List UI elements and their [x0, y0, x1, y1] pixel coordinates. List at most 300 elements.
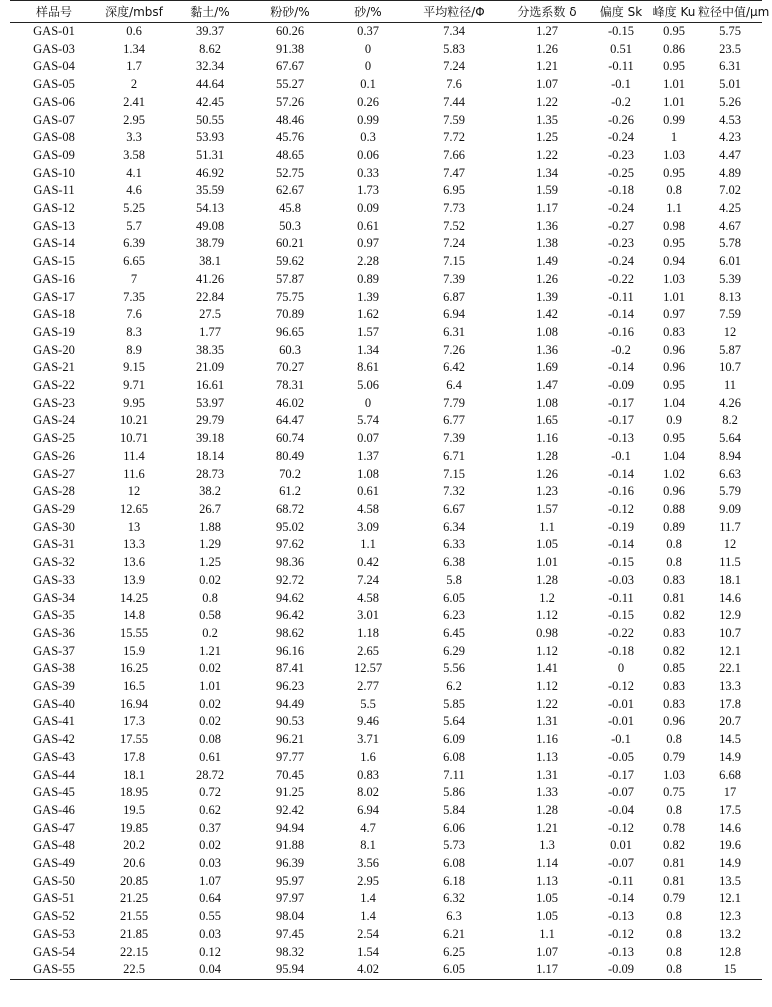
cell-sand: 0.07: [357, 431, 379, 446]
header-row: [10, 1, 762, 23]
cell-sand: 2.54: [357, 926, 379, 941]
cell-skewness: -0.15: [607, 24, 635, 38]
cell-mean-size: 5.73: [443, 838, 465, 853]
cell-median-size: 5.39: [719, 271, 741, 286]
cell-depth: 15.9: [123, 643, 145, 658]
cell-silt: 94.94: [275, 820, 305, 835]
cell-skewness: -0.22: [607, 271, 635, 286]
cell-kurtosis: 0.89: [663, 519, 685, 534]
cell-clay: 0.03: [199, 926, 221, 941]
cell-depth: 3.3: [126, 130, 142, 145]
cell-sorting: 1.14: [536, 856, 558, 871]
cell-sorting: 1.47: [536, 378, 558, 393]
cell-depth: 9.95: [123, 395, 145, 410]
cell-median-size: 20.7: [719, 714, 741, 729]
cell-depth: 0.6: [126, 24, 142, 38]
cell-skewness: -0.16: [607, 484, 635, 499]
cell-sand: 8.1: [360, 838, 376, 853]
cell-clay: 8.62: [199, 41, 221, 56]
cell-skewness: -0.25: [607, 165, 635, 180]
cell-sample-id: GAS-44: [33, 767, 75, 782]
cell-silt: 90.53: [275, 714, 305, 729]
cell-kurtosis: 0.96: [663, 360, 685, 375]
cell-mean-size: 7.15: [443, 466, 465, 481]
cell-sample-id: GAS-34: [33, 590, 75, 605]
cell-median-size: 5.01: [719, 77, 741, 92]
cell-skewness: -0.11: [608, 873, 634, 888]
cell-clay: 1.07: [199, 873, 221, 888]
cell-skewness: -0.12: [607, 820, 635, 835]
cell-kurtosis: 0.94: [663, 254, 685, 269]
cell-sand: 1.1: [360, 537, 376, 552]
cell-sand: 1.18: [357, 625, 379, 640]
cell-mean-size: 6.06: [443, 820, 465, 835]
cell-clay: 1.29: [199, 537, 221, 552]
cell-depth: 10.71: [119, 431, 149, 446]
cell-clay: 39.37: [195, 24, 225, 38]
cell-skewness: -0.22: [607, 625, 635, 640]
cell-skewness: -0.01: [607, 714, 635, 729]
cell-sand: 3.71: [357, 732, 379, 747]
cell-mean-size: 7.39: [443, 271, 465, 286]
cell-mean-size: 7.47: [443, 165, 465, 180]
cell-sample-id: GAS-29: [33, 501, 75, 516]
cell-sample-id: GAS-23: [33, 395, 75, 410]
cell-sand: 7.24: [357, 572, 379, 587]
cell-kurtosis: 0.8: [666, 926, 682, 941]
cell-depth: 16.94: [119, 696, 149, 711]
header-clay: 黏土/%: [170, 1, 250, 23]
cell-silt: 60.3: [279, 342, 301, 357]
cell-skewness: -0.18: [607, 643, 635, 658]
cell-depth: 5.25: [123, 201, 145, 216]
cell-depth: 16.5: [123, 679, 145, 694]
cell-depth: 6.39: [123, 236, 145, 251]
cell-mean-size: 6.4: [446, 378, 462, 393]
cell-sorting: 1.1: [539, 926, 555, 941]
table-row: [10, 855, 762, 873]
cell-clay: 27.5: [199, 307, 221, 322]
cell-sand: 4.02: [330, 961, 406, 979]
cell-depth: 5.7: [126, 218, 142, 233]
cell-depth: 4.1: [126, 165, 142, 180]
cell-kurtosis: 0.83: [663, 324, 685, 339]
table-row: [10, 466, 762, 484]
cell-depth: 13.9: [123, 572, 145, 587]
cell-sorting: 1.34: [536, 165, 558, 180]
cell-depth: 8.9: [126, 342, 142, 357]
table-row: [10, 395, 762, 413]
cell-sand: 9.46: [357, 714, 379, 729]
cell-median-size: 5.87: [719, 342, 741, 357]
cell-clay: 0.72: [199, 785, 221, 800]
cell-sorting: 1.05: [536, 891, 558, 906]
cell-mean-size: 7.72: [443, 130, 465, 145]
cell-sample-id: GAS-12: [33, 201, 75, 216]
cell-depth: 21.55: [119, 909, 149, 924]
cell-skewness: -0.23: [607, 236, 635, 251]
cell-sorting: 1.12: [536, 608, 558, 623]
cell-sample-id: GAS-38: [33, 661, 75, 676]
cell-sand: 0.61: [357, 484, 379, 499]
cell-median-size: 14.5: [719, 732, 741, 747]
cell-kurtosis: 0.95: [663, 24, 685, 38]
cell-sand: 1.54: [357, 944, 379, 959]
cell-sample-id: GAS-52: [33, 909, 75, 924]
cell-sand: 1.08: [357, 466, 379, 481]
cell-sample-id: GAS-01: [33, 24, 75, 38]
cell-median-size: 12.3: [719, 909, 741, 924]
cell-kurtosis: 0.82: [663, 643, 685, 658]
cell-sorting: 1.05: [536, 909, 558, 924]
cell-skewness: -0.17: [607, 413, 635, 428]
cell-silt: 91.38: [275, 41, 305, 56]
cell-sorting: 1.2: [539, 590, 555, 605]
cell-sample-id: GAS-30: [33, 519, 75, 534]
cell-depth: 1.7: [126, 59, 142, 74]
cell-median-size: 11.5: [719, 555, 741, 570]
table-row: [10, 359, 762, 377]
cell-sample-id: GAS-22: [33, 378, 75, 393]
cell-sorting: 1.12: [536, 679, 558, 694]
cell-kurtosis: 0.8: [666, 944, 682, 959]
cell-median-size: 10.7: [719, 625, 741, 640]
cell-sand: 1.6: [360, 749, 376, 764]
cell-clay: 28.73: [195, 466, 225, 481]
cell-sorting: 1.21: [536, 820, 558, 835]
cell-sample-id: GAS-09: [33, 147, 75, 162]
cell-sorting: 1.36: [536, 218, 558, 233]
cell-mean-size: 6.71: [443, 448, 465, 463]
cell-sorting: 1.28: [536, 802, 558, 817]
table-row: [10, 625, 762, 643]
cell-sample-id: GAS-10: [33, 165, 75, 180]
cell-kurtosis: 0.82: [663, 608, 685, 623]
header-kurtosis: 峰度 Ku: [650, 1, 698, 23]
cell-clay: 1.25: [199, 555, 221, 570]
cell-skewness: -0.13: [607, 909, 635, 924]
cell-kurtosis: 1.03: [663, 271, 685, 286]
cell-mean-size: 6.38: [443, 555, 465, 570]
cell-median-size: 4.23: [719, 130, 741, 145]
cell-skewness: -0.14: [607, 891, 635, 906]
cell-median-size: 12.8: [719, 944, 741, 959]
cell-median-size: 17: [723, 785, 737, 800]
table-row: [10, 218, 762, 236]
cell-sand: 5.06: [357, 378, 379, 393]
cell-sample-id: GAS-55: [10, 961, 98, 979]
table-row: [10, 306, 762, 324]
table-row: [10, 483, 762, 501]
cell-depth: 20.6: [123, 856, 145, 871]
cell-clay: 39.18: [195, 431, 225, 446]
table-row: [10, 41, 762, 59]
cell-clay: 42.45: [195, 94, 225, 109]
cell-sand: 0: [364, 395, 372, 410]
cell-silt: 70.2: [279, 466, 301, 481]
cell-silt: 60.26: [275, 24, 305, 38]
cell-kurtosis: 1.04: [663, 395, 685, 410]
cell-skewness: -0.1: [611, 448, 631, 463]
cell-sand: 0.42: [357, 555, 379, 570]
cell-skewness: -0.24: [607, 201, 635, 216]
cell-silt: 70.27: [275, 360, 305, 375]
cell-kurtosis: 1.04: [663, 448, 685, 463]
cell-depth: 7.35: [123, 289, 145, 304]
cell-clay: 0.8: [202, 590, 218, 605]
cell-median-size: 17.5: [719, 802, 741, 817]
cell-skewness: -0.15: [607, 555, 635, 570]
cell-sand: 5.5: [360, 696, 376, 711]
table-row: [10, 784, 762, 802]
cell-clay: 41.26: [195, 271, 225, 286]
cell-sand: 1.37: [357, 448, 379, 463]
cell-depth: 14.8: [123, 608, 145, 623]
cell-silt: 92.72: [275, 572, 305, 587]
cell-kurtosis: 0.81: [663, 856, 685, 871]
grain-size-table: [10, 0, 770, 980]
cell-kurtosis: 1: [670, 130, 678, 145]
cell-median-size: 6.31: [719, 59, 741, 74]
cell-sand: 0.97: [357, 236, 379, 251]
cell-sand: 0.3: [360, 130, 376, 145]
cell-depth: 7: [130, 271, 138, 286]
cell-skewness: -0.18: [607, 183, 635, 198]
cell-skewness: -0.11: [608, 289, 634, 304]
cell-mean-size: 6.21: [443, 926, 465, 941]
table-row: [10, 76, 762, 94]
cell-silt: 46.02: [275, 395, 305, 410]
cell-kurtosis: 1.02: [663, 466, 685, 481]
cell-kurtosis: 0.95: [663, 59, 685, 74]
cell-silt: 95.97: [275, 873, 305, 888]
header-median-size: 粒径中值/μm: [698, 1, 762, 23]
table-row: [10, 271, 762, 289]
cell-kurtosis: 0.82: [663, 838, 685, 853]
cell-depth: 9.71: [123, 378, 145, 393]
cell-clay: 32.34: [195, 59, 225, 74]
cell-clay: 38.2: [199, 484, 221, 499]
cell-sorting: 1.1: [539, 519, 555, 534]
cell-clay: 22.84: [195, 289, 225, 304]
table-row: [10, 696, 762, 714]
cell-kurtosis: 0.83: [663, 696, 685, 711]
cell-clay: 35.59: [195, 183, 225, 198]
cell-median-size: 13.2: [719, 926, 741, 941]
cell-skewness: -0.16: [607, 324, 635, 339]
cell-sorting: 1.31: [536, 714, 558, 729]
cell-kurtosis: 1.03: [663, 767, 685, 782]
cell-kurtosis: 0.96: [663, 714, 685, 729]
cell-sample-id: GAS-40: [33, 696, 75, 711]
cell-silt: 61.2: [279, 484, 301, 499]
cell-kurtosis: 0.88: [663, 501, 685, 516]
cell-silt: 67.67: [275, 59, 305, 74]
cell-sorting: 1.39: [536, 289, 558, 304]
cell-sorting: 1.07: [536, 77, 558, 92]
cell-silt: 48.46: [275, 112, 305, 127]
cell-mean-size: 6.09: [443, 732, 465, 747]
cell-clay: 21.09: [195, 360, 225, 375]
cell-sample-id: GAS-54: [33, 944, 75, 959]
cell-median-size: 17.8: [719, 696, 741, 711]
cell-median-size: 4.25: [719, 201, 741, 216]
cell-median-size: 5.64: [719, 431, 741, 446]
cell-clay: 0.02: [199, 838, 221, 853]
cell-mean-size: 7.44: [443, 94, 465, 109]
cell-mean-size: 6.18: [443, 873, 465, 888]
cell-kurtosis: 0.85: [663, 661, 685, 676]
cell-depth: 21.85: [119, 926, 149, 941]
cell-sorting: 1.23: [536, 484, 558, 499]
cell-sorting: 0.98: [536, 625, 558, 640]
table-row: [10, 147, 762, 165]
cell-sand: 0.26: [357, 94, 379, 109]
cell-sample-id: GAS-36: [33, 625, 75, 640]
cell-skewness: -0.12: [607, 926, 635, 941]
cell-sorting: 1.36: [536, 342, 558, 357]
cell-skewness: -0.23: [607, 147, 635, 162]
cell-mean-size: 6.23: [443, 608, 465, 623]
cell-sorting: 1.21: [536, 59, 558, 74]
cell-clay: 0.61: [199, 749, 221, 764]
cell-mean-size: 5.8: [446, 572, 462, 587]
cell-sample-id: GAS-15: [33, 254, 75, 269]
cell-depth: 9.15: [123, 360, 145, 375]
cell-kurtosis: 1.01: [663, 289, 685, 304]
cell-clay: 0.37: [199, 820, 221, 835]
cell-silt: 97.62: [275, 537, 305, 552]
cell-sand: 6.94: [357, 802, 379, 817]
cell-sorting: 1.31: [536, 767, 558, 782]
cell-sample-id: GAS-26: [33, 448, 75, 463]
cell-silt: 95.02: [275, 519, 305, 534]
cell-skewness: -0.17: [607, 767, 635, 782]
cell-clay: 44.64: [195, 77, 225, 92]
cell-median-size: 12.9: [719, 608, 741, 623]
table-row: [10, 660, 762, 678]
cell-median-size: 14.9: [719, 856, 741, 871]
cell-kurtosis: 0.96: [663, 484, 685, 499]
header-depth: 深度/mbsf: [98, 1, 170, 23]
table-row: [10, 961, 762, 979]
cell-sorting: 1.26: [536, 271, 558, 286]
cell-sample-id: GAS-04: [33, 59, 75, 74]
cell-depth: 18.1: [123, 767, 145, 782]
cell-clay: 0.12: [199, 944, 221, 959]
cell-silt: 97.77: [275, 749, 305, 764]
table-row: [10, 235, 762, 253]
cell-sample-id: GAS-27: [33, 466, 75, 481]
cell-mean-size: 7.66: [443, 147, 465, 162]
cell-mean-size: 6.31: [443, 324, 465, 339]
cell-silt: 62.67: [275, 183, 305, 198]
cell-clay: 29.79: [195, 413, 225, 428]
cell-silt: 94.62: [275, 590, 305, 605]
cell-silt: 55.27: [275, 77, 305, 92]
cell-sorting: 1.16: [536, 732, 558, 747]
cell-skewness: -0.12: [607, 501, 635, 516]
cell-sorting: 1.35: [536, 112, 558, 127]
cell-mean-size: 7.52: [443, 218, 465, 233]
table-row: [10, 430, 762, 448]
cell-skewness: -0.1: [611, 77, 631, 92]
cell-sand: 3.56: [357, 856, 379, 871]
cell-sand: 0.61: [357, 218, 379, 233]
cell-sand: 1.4: [360, 891, 376, 906]
cell-skewness: -0.24: [607, 130, 635, 145]
cell-sand: 0: [364, 59, 372, 74]
cell-clay: 18.14: [195, 448, 225, 463]
cell-clay: 53.93: [195, 130, 225, 145]
cell-kurtosis: 0.81: [663, 873, 685, 888]
cell-depth: 11.4: [123, 448, 145, 463]
cell-sorting: 1.26: [536, 466, 558, 481]
table-row: [10, 890, 762, 908]
table-row: [10, 873, 762, 891]
cell-clay: 0.2: [202, 625, 218, 640]
cell-silt: 70.45: [275, 767, 305, 782]
cell-mean-size: 6.34: [443, 519, 465, 534]
table-row: [10, 944, 762, 962]
cell-depth: 11.6: [123, 466, 145, 481]
cell-median-size: 6.01: [719, 254, 741, 269]
cell-skewness: -0.14: [607, 307, 635, 322]
table-row: [10, 165, 762, 183]
cell-clay: 0.08: [199, 732, 221, 747]
cell-clay: 0.02: [199, 696, 221, 711]
cell-sample-id: GAS-42: [33, 732, 75, 747]
cell-depth: 1.34: [123, 41, 145, 56]
cell-depth: 19.5: [123, 802, 145, 817]
cell-depth: 20.85: [119, 873, 149, 888]
cell-sorting: 1.08: [536, 324, 558, 339]
cell-sample-id: GAS-11: [33, 183, 75, 198]
cell-depth: 2.41: [123, 94, 145, 109]
cell-median-size: 11: [723, 378, 737, 393]
cell-sand: 1.4: [360, 909, 376, 924]
cell-clay: 50.55: [195, 112, 225, 127]
table-row: [10, 908, 762, 926]
cell-kurtosis: 0.99: [663, 112, 685, 127]
cell-sample-id: GAS-35: [33, 608, 75, 623]
cell-depth: 13: [127, 519, 141, 534]
cell-silt: 57.26: [275, 94, 305, 109]
cell-silt: 50.3: [279, 218, 301, 233]
cell-sorting: 1.17: [502, 961, 592, 979]
cell-kurtosis: 0.95: [663, 165, 685, 180]
cell-sand: 3.01: [357, 608, 379, 623]
cell-sand: 1.34: [357, 342, 379, 357]
header-sample-id: 样品号: [10, 1, 98, 23]
cell-sorting: 1.16: [536, 431, 558, 446]
cell-skewness: -0.11: [608, 590, 634, 605]
cell-skewness: -0.13: [607, 431, 635, 446]
cell-mean-size: 7.79: [443, 395, 465, 410]
cell-depth: 21.25: [119, 891, 149, 906]
cell-sorting: 1.22: [536, 696, 558, 711]
cell-mean-size: 6.08: [443, 856, 465, 871]
table-row: [10, 448, 762, 466]
cell-sorting: 1.57: [536, 501, 558, 516]
cell-sorting: 1.22: [536, 147, 558, 162]
cell-mean-size: 6.87: [443, 289, 465, 304]
cell-median-size: 15: [698, 961, 762, 979]
cell-median-size: 14.6: [719, 820, 741, 835]
cell-median-size: 4.53: [719, 112, 741, 127]
cell-mean-size: 7.11: [443, 767, 465, 782]
cell-clay: 49.08: [195, 218, 225, 233]
